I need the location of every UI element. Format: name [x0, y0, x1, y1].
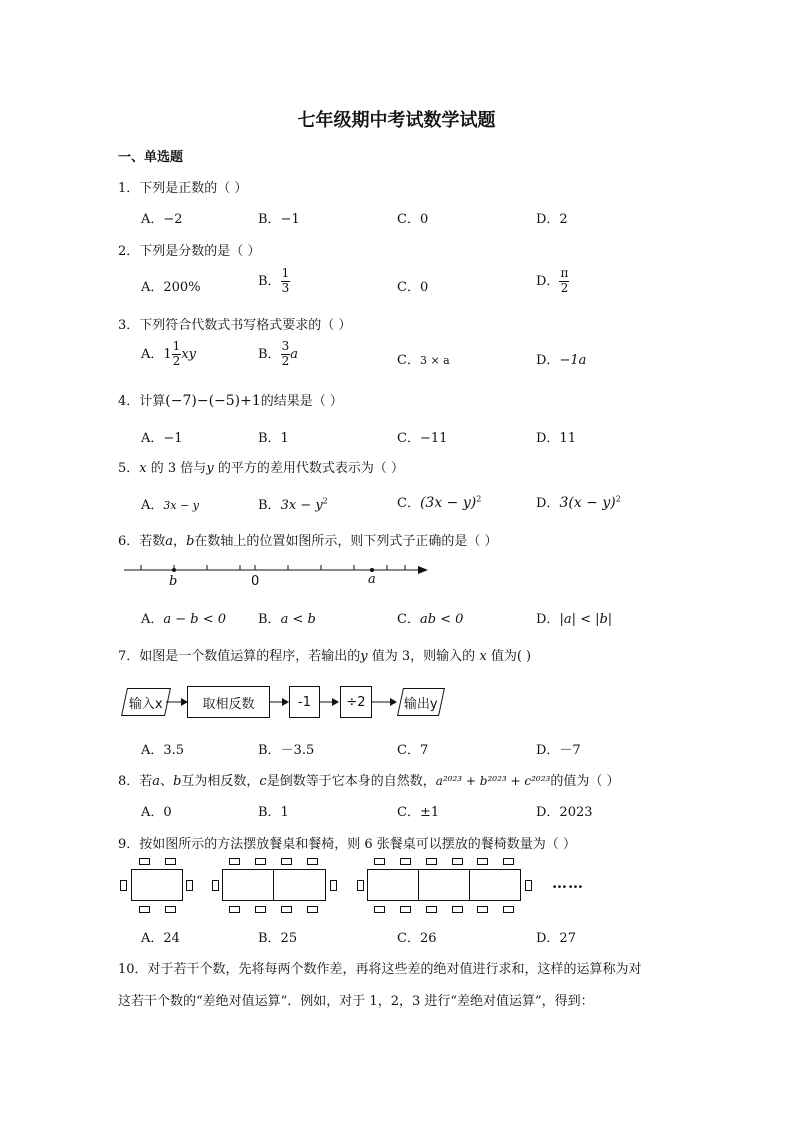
table [469, 869, 521, 901]
q7-option-d: D．－7 [536, 743, 581, 758]
question-7-stem: 7．如图是一个数值运算的程序，若输出的y 值为 3，则输入的 x 值为( ) [118, 649, 532, 664]
chair [139, 906, 150, 913]
q6-option-a: A．a − b < 0 [141, 612, 227, 627]
chair [452, 858, 463, 865]
q7-option-b: B．－3.5 [258, 743, 315, 758]
chair [503, 906, 514, 913]
chair [374, 906, 385, 913]
chair [400, 906, 411, 913]
q9-option-c: C．26 [397, 931, 437, 946]
flow-negate-box: 取相反数 [187, 686, 270, 718]
q4-option-c: C．−11 [397, 431, 448, 446]
question-10-line-1: 10．对于若干个数，先将每两个数作差，再将这些差的绝对值进行求和，这样的运算称为对 [118, 962, 642, 977]
chair [374, 858, 385, 865]
flow-output-box: 输出y [397, 688, 445, 716]
chair [400, 858, 411, 865]
chair [229, 858, 240, 865]
flow-divide-box: ÷2 [340, 686, 372, 718]
section-heading: 一、单选题 [118, 150, 184, 165]
table [367, 869, 419, 901]
q1-option-b: B．−1 [258, 212, 300, 227]
q9-option-d: D．27 [536, 931, 576, 946]
q2-option-b: B． $\frac{1}{3}$ [258, 266, 290, 295]
q1-option-c: C．0 [397, 212, 429, 227]
chair [165, 906, 176, 913]
question-6-stem: 6．若数a，b在数轴上的位置如图所示，则下列式子正确的是（ ） [118, 534, 498, 549]
chair [452, 906, 463, 913]
ellipsis: …… [552, 874, 584, 892]
q3-option-b: B． $\frac{3}{2}$ a [258, 339, 298, 368]
q9-option-a: A．24 [141, 931, 180, 946]
fraction: $\frac{1}{3}$ [281, 266, 290, 295]
q8-option-d: D．2023 [536, 805, 593, 820]
chair [281, 858, 292, 865]
chair [212, 880, 219, 891]
fraction: $\frac{\pi}{2}$ [560, 266, 569, 295]
q6-option-d: D．|a| < |b| [536, 612, 613, 627]
question-2-stem: 2．下列是分数的是（ ） [118, 244, 261, 259]
question-9-stem: 9．按如图所示的方法摆放餐桌和餐椅，则 6 张餐桌可以摆放的餐椅数量为（ ） [118, 837, 576, 852]
table [418, 869, 470, 901]
q1-option-d: D．2 [536, 212, 568, 227]
chair [229, 906, 240, 913]
table [273, 869, 326, 901]
q4-option-a: A．−1 [141, 431, 183, 446]
number-line-label-a: a [368, 572, 376, 587]
chair [330, 880, 337, 891]
chair [503, 858, 514, 865]
chair [255, 858, 266, 865]
q3-option-c: C．3 × a [397, 353, 450, 368]
q7-option-c: C．7 [397, 743, 429, 758]
chair [426, 906, 437, 913]
chair [357, 880, 364, 891]
q1-option-a: A．−2 [141, 212, 183, 227]
table [222, 869, 274, 901]
q3-option-a: A．1 $\frac{1}{2}$ xy [141, 339, 196, 368]
q4-option-d: D．11 [536, 431, 576, 446]
q5-option-c: C．$(3x - y)^2$ [397, 494, 482, 511]
chair [255, 906, 266, 913]
q8-option-b: B．1 [258, 805, 289, 820]
chair [139, 858, 150, 865]
q2-option-c: C．0 [397, 280, 429, 295]
q7-option-a: A．3.5 [141, 743, 185, 758]
q5-option-a: A．3x − y [141, 498, 200, 513]
page-title: 七年级期中考试数学试题 [297, 110, 496, 131]
chair [477, 906, 488, 913]
question-4-stem: 4．计算(−7)−(−5)+1的结果是（ ） [118, 393, 343, 409]
table [131, 869, 183, 901]
number-line-label-b: b [169, 574, 178, 589]
chair [426, 858, 437, 865]
q6-option-c: C．ab < 0 [397, 612, 464, 627]
question-10-line-2: 这若干个数的“差绝对值运算”．例如，对于 1，2，3 进行“差绝对值运算”，得到： [118, 994, 594, 1009]
q2-option-d: D． $\frac{\pi}{2}$ [536, 266, 569, 295]
q9-option-b: B．25 [258, 931, 298, 946]
flow-minus-one-box: -1 [289, 686, 320, 718]
q5-option-b: B．$3x - y^2$ [258, 496, 328, 513]
flow-input-box: 输入x [121, 688, 171, 716]
number-line [120, 560, 440, 592]
q8-option-c: C．±1 [397, 805, 440, 820]
chair [307, 906, 318, 913]
chair [477, 858, 488, 865]
q6-option-b: B．a < b [258, 612, 316, 627]
chair [186, 880, 193, 891]
question-8-stem: 8．若a、b互为相反数，c是倒数等于它本身的自然数，a²⁰²³ + b²⁰²³ + c²⁰²³的值为（ ） [118, 774, 620, 789]
arrow-icon [372, 695, 400, 709]
q3-option-d: D．−1a [536, 353, 587, 368]
question-1-stem: 1．下列是正数的（ ） [118, 181, 248, 196]
question-3-stem: 3．下列符合代数式书写格式要求的（ ） [118, 318, 352, 333]
chair [281, 906, 292, 913]
chair [120, 880, 127, 891]
chair [165, 858, 176, 865]
chair [307, 858, 318, 865]
q2-option-a: A．200% [141, 280, 201, 295]
arrow-icon [320, 695, 342, 709]
q8-option-a: A．0 [141, 805, 172, 820]
number-line-label-0: 0 [251, 574, 260, 589]
q5-option-d: D．$3(x - y)^2$ [536, 494, 621, 511]
chair [525, 880, 532, 891]
question-5-stem: 5．x 的 3 倍与y 的平方的差用代数式表示为（ ） [118, 461, 404, 476]
q4-option-b: B．1 [258, 431, 289, 446]
